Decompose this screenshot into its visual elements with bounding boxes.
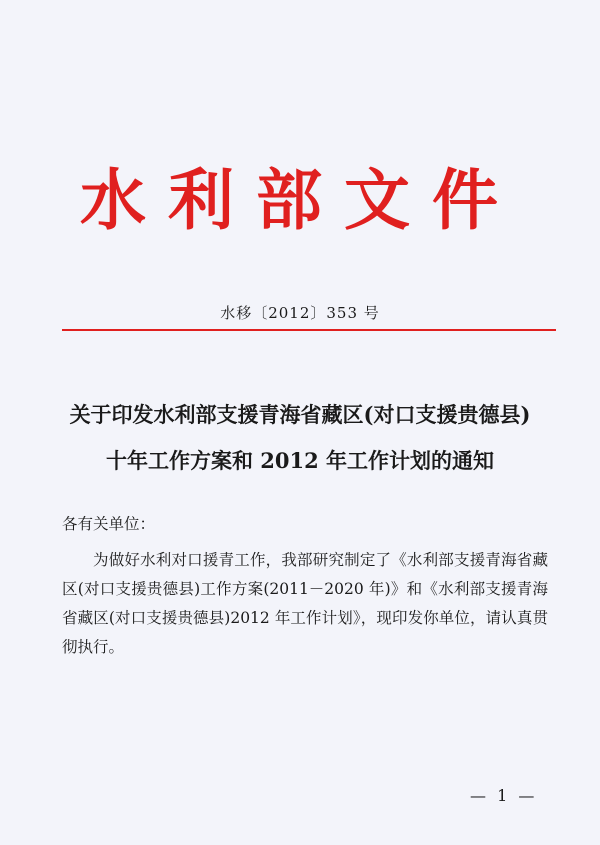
document-number: 水移〔2012〕353 号	[220, 304, 380, 322]
salutation: 各有关单位：	[62, 515, 156, 533]
document-header-title: 水利部文件	[80, 161, 520, 239]
notice-title-line-1: 关于印发水利部支援青海省藏区(对口支援贵德县)	[69, 402, 531, 427]
notice-title	[40, 392, 560, 484]
body-paragraph: 为做好水利对口援青工作，我部研究制定了《水利部支援青海省藏区(对口支援贵德县)工作方案(2011－2020 年)》和《水利部支援青海省藏区(对口支援贵德县)2012 年工作计划》，现印发你单位，请认真贯彻执行。	[62, 551, 548, 656]
notice-title-line-2: 十年工作方案和 2012 年工作计划的通知	[105, 448, 495, 473]
page-number: — 1 —	[470, 786, 538, 805]
red-divider-line	[62, 329, 556, 331]
